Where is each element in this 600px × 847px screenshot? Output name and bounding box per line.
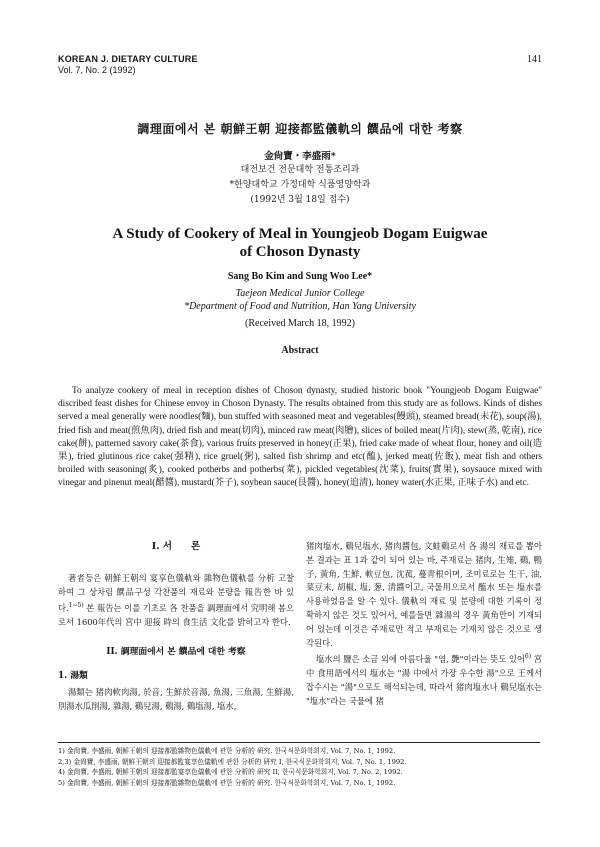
journal-title: KOREAN J. DIETARY CULTURE [58, 54, 198, 64]
journal-header [58, 54, 198, 76]
right-paragraph-2-reference: 6) [524, 653, 532, 661]
body-left-column [58, 540, 294, 714]
footnote-1: 1) 金尙寶, 李盛雨, 朝鮮王朝의 迎接都監雜物色儀軌에 관한 分析的 硏究. 한국식문화학회지, Vol. 7, No. 1, 1992. [58, 747, 396, 755]
korean-authors: 金尙寶・李盛雨* [264, 151, 336, 162]
footnote-divider [58, 742, 540, 743]
section-2-heading: II. 調理面에서 본 饌品에 대한 考察 [106, 646, 246, 657]
korean-affiliation-1: 대전보건 전문대학 전통조리과 [240, 165, 360, 175]
footnote-2: 2,3) 金尙寶, 李盛雨, 朝鮮王朝의 迎接都監宴享色儀軌에 관한 分析的 硏究 I, 한국식문화학회지, Vol. 7, No. 1, 1992. [58, 757, 407, 766]
abstract-heading: Abstract [281, 345, 319, 356]
page-number: 141 [527, 54, 542, 65]
right-paragraph-2 [306, 650, 542, 708]
korean-title: 調理面에서 본 朝鮮王朝 迎接都監儀軌의 饌品에 대한 考察 [137, 122, 463, 136]
english-affiliation-1: Taejeon Medical Junior College [235, 288, 365, 299]
section-1-paragraph [58, 572, 294, 630]
section-1-heading: I. 서 론 [151, 541, 201, 552]
english-received-date: (Received March 18, 1992) [245, 318, 355, 329]
footnotes [58, 746, 542, 788]
english-title-line-1: A Study of Cookery of Meal in Youngjeob Dogam Euigwae [112, 226, 488, 242]
section-1-text: 著者등은 朝鮮王朝의 宴享色儀軌와 雜物色儀軌를 分析 고찰하여 그 상차림 饌品구성 각찬품의 재료와 분량을 報告한 바 있다. [58, 572, 294, 614]
korean-received-date: (1992년 3월 18일 접수) [250, 195, 350, 205]
english-title-line-2: of Choson Dynasty [239, 244, 361, 260]
section-1-text-continued: 본 報告는 이를 기초로 各 찬품을 調理面에서 究明해 봄으로서 1600年代의 宮中 迎接 時의 食生活 文化를 밝히고자 한다. [58, 603, 295, 627]
footnote-3: 4) 金尙寶, 李盛雨, 朝鮮王朝의 迎接都監宴享色儀軌에 관한 分析的 硏究 II, 한국식문화학회지, Vol. 7, No. 2, 1992. [58, 768, 403, 777]
section-1-reference: 1~5) [68, 602, 84, 610]
subsection-1-paragraph: 湯類는 猪肉軟肉湯, 於音, 生鮮於音湯, 魚湯, 三魚湯, 生鮮湯, 別湯水瓜削湯, 雜湯, 鷄兒湯, 鷄湯, 鷄塩湯, 塩水, [58, 687, 294, 712]
abstract-text: To analyze cookery of meal in reception dishes of Choson dynasty, studied historic book "Youngjeob Dogam Euigwae" discribed feast dishes for Chinese envoy in Choson Dynasty. The results obtained from this study are as follows. Kinds of dishes served a meal generally were noodles(麵), bun stuffed with seasoned meat and vegetables(饅頭), steamed bread(未花), soup(湯), fried fish and meat(煎魚肉), dried fish and meat(切肉), minced raw meat(肉膾), slices of boiled meat(片肉), stew(蒸, 乾南), rice cake(餅), patterned savory cake(茶食), various fruits preserved in honey(正果), fried cake made of wheat flour, honey and oil(造果), fried glutinous rice cake(强精), rice gruel(粥), salted fish shrimp and etc(醢), jerked meat(佐飯), meat fish and others broiled with seasoning(炙), cooked potherbs and potherbs(菜), pickled vegetables(沈菜), fruits(實果), soysauce mixed with vinegar and pinenut meal(醋醬), mustard(芥子), soybean sauce(艮醬), honey(追淸), honey water(水正果, 正味子水) and etc. [58, 386, 542, 488]
body-right-column [306, 540, 542, 708]
korean-affiliation-2: *한양대학교 가정대학 식품영양학과 [229, 180, 371, 190]
english-authors: Sang Bo Kim and Sung Woo Lee* [227, 271, 373, 282]
english-affiliations [40, 287, 560, 313]
subsection-1-heading: 1. 湯類 [58, 670, 88, 681]
journal-volume: Vol. 7, No. 2 (1992) [58, 65, 136, 75]
footnote-4: 5) 金尙寶, 李盛雨, 朝鮮王朝의 迎接都監雜物色儀軌에 관한 分析的 硏究. 한국식문화학회지, Vol. 7, No. 1, 1992. [58, 778, 396, 787]
english-title [40, 225, 560, 261]
right-paragraph-2-continued: 宮中 食用語에서의 塩水는 "湯 中에서 가장 우수한 湯"으로 王께서 잡수시는 "湯"으로도 해석되는데, 따라서 猪肉塩水나 鷄兒塩水는 "塩水"라는 국물에 猪 [306, 654, 543, 706]
english-affiliation-2: *Department of Food and Nutrition, Han Yang University [184, 301, 416, 312]
right-paragraph-2-text: 塩水의 鹽은 소금 외에 아름다울 "염, 艶"이라는 뜻도 있어 [316, 654, 525, 665]
right-paragraph-1: 猪肉塩水, 鷄兒塩水, 猪肉醬包, 文蛙鷄로서 各 湯의 재료를 뽑아본 결과는 표 1과 같이 되어 있는 바, 주재료는 猪肉, 生雉, 鷄, 鴨子, 黃角, 生鮮, 軟豆包, 沈菰, 蔓靑根이며, 조미료로는 生干, 油, 菜豆末, 胡椒, 塩, 葱, 淸醬이고, 국물用으로서 醢水 또는 塩水를 사용하였음을 알 수 있다. 儀軌의 재료 및 분량에 대한 기록이 정확하지 않은 것도 있어서, 예를들면 雜湯의 경우 黃角만이 기재되어 있는데 이것은 주재료만 적고 부재료는 기재치 않은 것으로 생각된다. [306, 541, 542, 648]
